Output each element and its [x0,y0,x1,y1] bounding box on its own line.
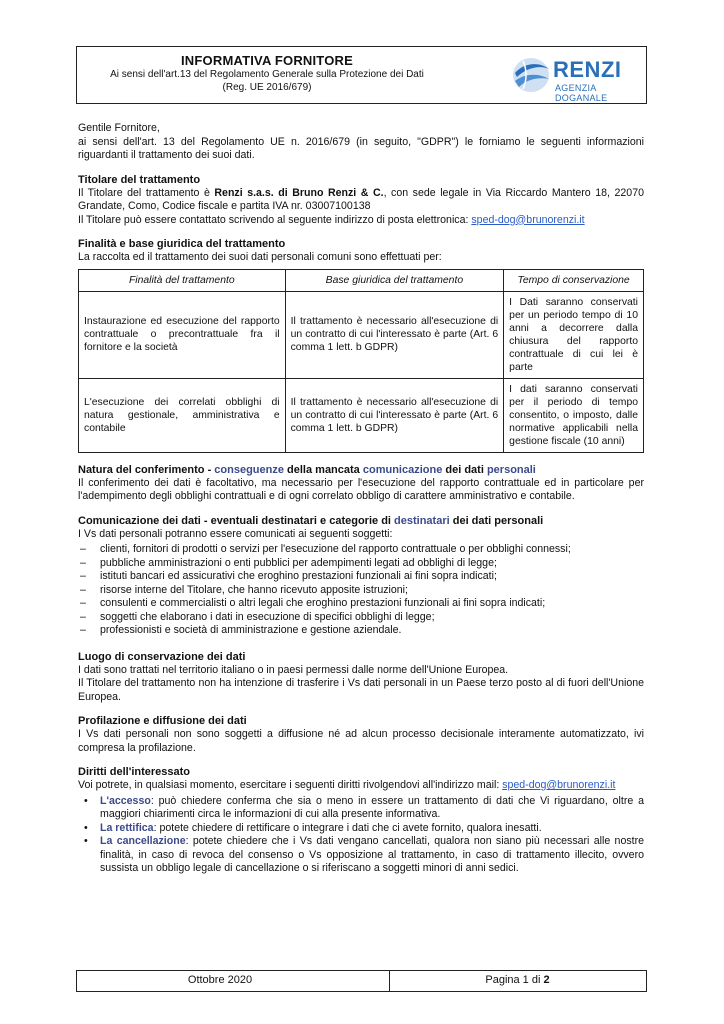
right-text: : potete chiedere che i Vs dati vengano cancellati, qualora non siano più necessari alle nostre finalità, in caso di revoca del consenso o Vs opposizione al trattamento, in caso di trattamento illecito, ovvero sussista un obbligo legale di cancellazione o si riferiscano a soggetti minori di anni sedici. [100,835,644,874]
natura-paragraph: Il conferimento dei dati è facoltativo, ma necessario per l'esecuzione del rapporto contrattuale ed in particolare per l'adempimento degli obblighi contrattuali e di ogni correlato obbligo di carattere amministrativo e contabile. [78,476,644,502]
titolare-email-link[interactable]: sped-dog@brunorenzi.it [471,213,585,226]
logo-tagline: AGENZIA DOGANALE [555,83,608,103]
rights-list [78,795,644,876]
section-heading-finalita: Finalità e base giuridica del trattamento [78,238,286,250]
heading-part: dei dati [442,463,487,476]
section-heading-natura [78,463,644,477]
luogo-line-2: Il Titolare del trattamento non ha intenzione di trasferire i Vs dati personali in un Paese terzo posto al di fuori dell'Unione Europea. [78,677,644,703]
page-total: 2 [543,974,550,986]
diritti-email-link[interactable]: sped-dog@brunorenzi.it [502,779,616,791]
renzi-logo [509,53,644,103]
list-item: – professionisti e società di amministrazione e gestione aziendale. [78,624,644,638]
list-item: – istituti bancari ed assicurativi che eroghino prestazioni funzionali ai fini sopra indicati; [78,570,644,584]
table-header-cell: Base giuridica del trattamento [285,269,504,291]
section-heading-titolare: Titolare del trattamento [78,173,201,186]
document-body [78,122,644,876]
titolare-contact-text: Il Titolare può essere contattato scrivendo al seguente indirizzo di posta elettronica: [78,213,472,226]
table-cell: Instaurazione ed esecuzione del rapporto contrattuale o precontrattuale fra il fornitore e la società [79,291,286,378]
table-row [79,378,644,452]
header-text-block [77,53,457,94]
table-header-row [79,269,644,291]
document-subtitle-2: (Reg. UE 2016/679) [222,82,312,93]
document-subtitle-1: Ai sensi dell'art.13 del Regolamento Generale sulla Protezione dei Dati [110,69,424,80]
section-heading-luogo: Luogo di conservazione dei dati [78,650,246,663]
footer-date: Ottobre 2020 [187,974,253,986]
right-text: : potete chiedere di rettificare o integrare i dati che ci avete fornito, qualora inesatti. [153,821,542,834]
table-header-cell: Finalità del trattamento [79,269,286,291]
footer-page-number [389,974,646,986]
heading-part: comunicazione [362,463,443,476]
list-item: – consulenti e commercialisti o altri legali che eroghino prestazioni funzionali ai fini sopra indicati; [78,597,644,611]
titolare-text-c: , con sede legale in Via Riccardo Mantero 18, 22070 Grandate, Como, Codice fiscale e partita IVA nr. 03007100138 [78,186,644,212]
heading-part: personali [486,463,536,476]
section-heading-comunicazione [78,514,644,528]
list-item: – risorse interne del Titolare, che hanno ricevuto apposite istruzioni; [78,584,644,598]
diritti-intro [78,779,644,793]
titolare-contact-line [78,214,644,228]
intro-paragraph: ai sensi dell'art. 13 del Regolamento UE n. 2016/679 (in seguito, "GDPR") le forniamo le seguenti informazioni riguardanti il trattamento dei suoi dati. [78,135,644,161]
right-label: La cancellazione [100,835,186,847]
comunicazione-intro: I Vs dati personali potranno essere comunicati ai seguenti soggetti: [78,527,393,540]
right-label: L'accesso [100,794,151,807]
table-cell: Il trattamento è necessario all'esecuzione di un contratto di cui l'interessato è parte (Art. 6 comma 1 lett. b GDPR) [285,291,504,378]
document-header [76,46,647,104]
list-item: – pubbliche amministrazioni o enti pubblici per adempimenti legati ad obblighi di legge; [78,557,644,571]
finalita-intro: La raccolta ed il trattamento dei suoi dati personali comuni sono effettuati per: [78,251,442,263]
list-item: – clienti, fornitori di prodotti o servizi per l'esecuzione del rapporto contrattuale o per obblighi connessi; [78,543,644,557]
document-title: INFORMATIVA FORNITORE [181,53,353,68]
list-item [78,835,644,876]
table-row [79,291,644,378]
finalita-table [78,269,644,453]
heading-part: dei dati personali [449,514,544,527]
recipients-list [78,543,644,638]
section-heading-diritti: Diritti dell'interessato [78,766,191,778]
heading-part: conseguenze [214,463,284,476]
titolare-company-name: Renzi s.a.s. di Bruno Renzi & C. [214,186,384,199]
titolare-paragraph [78,187,644,214]
table-cell: I Dati saranno conservati per un periodo tempo di 10 anni a decorrere dalla chiusura del rapporto contrattuale di cui lei è parte [504,291,644,378]
heading-part: Comunicazione dei dati - eventuali destinatari e categorie di [78,514,395,527]
heading-part: destinatari [394,514,450,527]
diritti-intro-text: Voi potrete, in qualsiasi momento, esercitare i seguenti diritti rivolgendovi all'indirizzo mail: [78,779,503,791]
heading-part: della mancata [283,463,363,476]
right-text: : può chiedere conferma che sia o meno in essere un trattamento di dati che Vi riguardano, oltre a maggiori chiarimenti circa le informazioni di cui alla presente informativa. [100,794,644,820]
right-label: La rettifica [100,821,154,834]
table-cell: I dati saranno conservati per il periodo di tempo consentito, o imposto, dalle normative applicabili nella gestione fiscale (10 anni) [504,378,644,452]
page-label: Pagina 1 di [485,974,544,986]
profilazione-paragraph: I Vs dati personali non sono soggetti a diffusione né ad alcun processo decisionale interamente automatizzato, ivi compresa la profilazione. [78,728,644,754]
section-heading-profilazione: Profilazione e diffusione dei dati [78,715,247,727]
list-item [78,795,644,822]
table-cell: L'esecuzione dei correlati obblighi di natura gestionale, amministrativa e contabile [79,378,286,452]
table-cell: Il trattamento è necessario all'esecuzione di un contratto di cui l'interessato è parte (Art. 6 comma 1 lett. b GDPR) [285,378,504,452]
heading-part: Natura del conferimento - [78,463,215,476]
titolare-text-a: Il Titolare del trattamento è [78,186,215,199]
greeting: Gentile Fornitore, [78,122,160,134]
document-footer [76,970,647,992]
list-item [78,822,644,836]
luogo-line-1: I dati sono trattati nel territorio italiano o in paesi permessi dalle norme dell'Unione Europea. [78,663,509,676]
list-item: – soggetti che elaborano i dati in esecuzione di specifici obblighi di legge; [78,611,644,625]
table-header-cell: Tempo di conservazione [504,269,644,291]
globe-logo-icon [509,55,553,95]
logo-wordmark: RENZI [553,57,622,82]
